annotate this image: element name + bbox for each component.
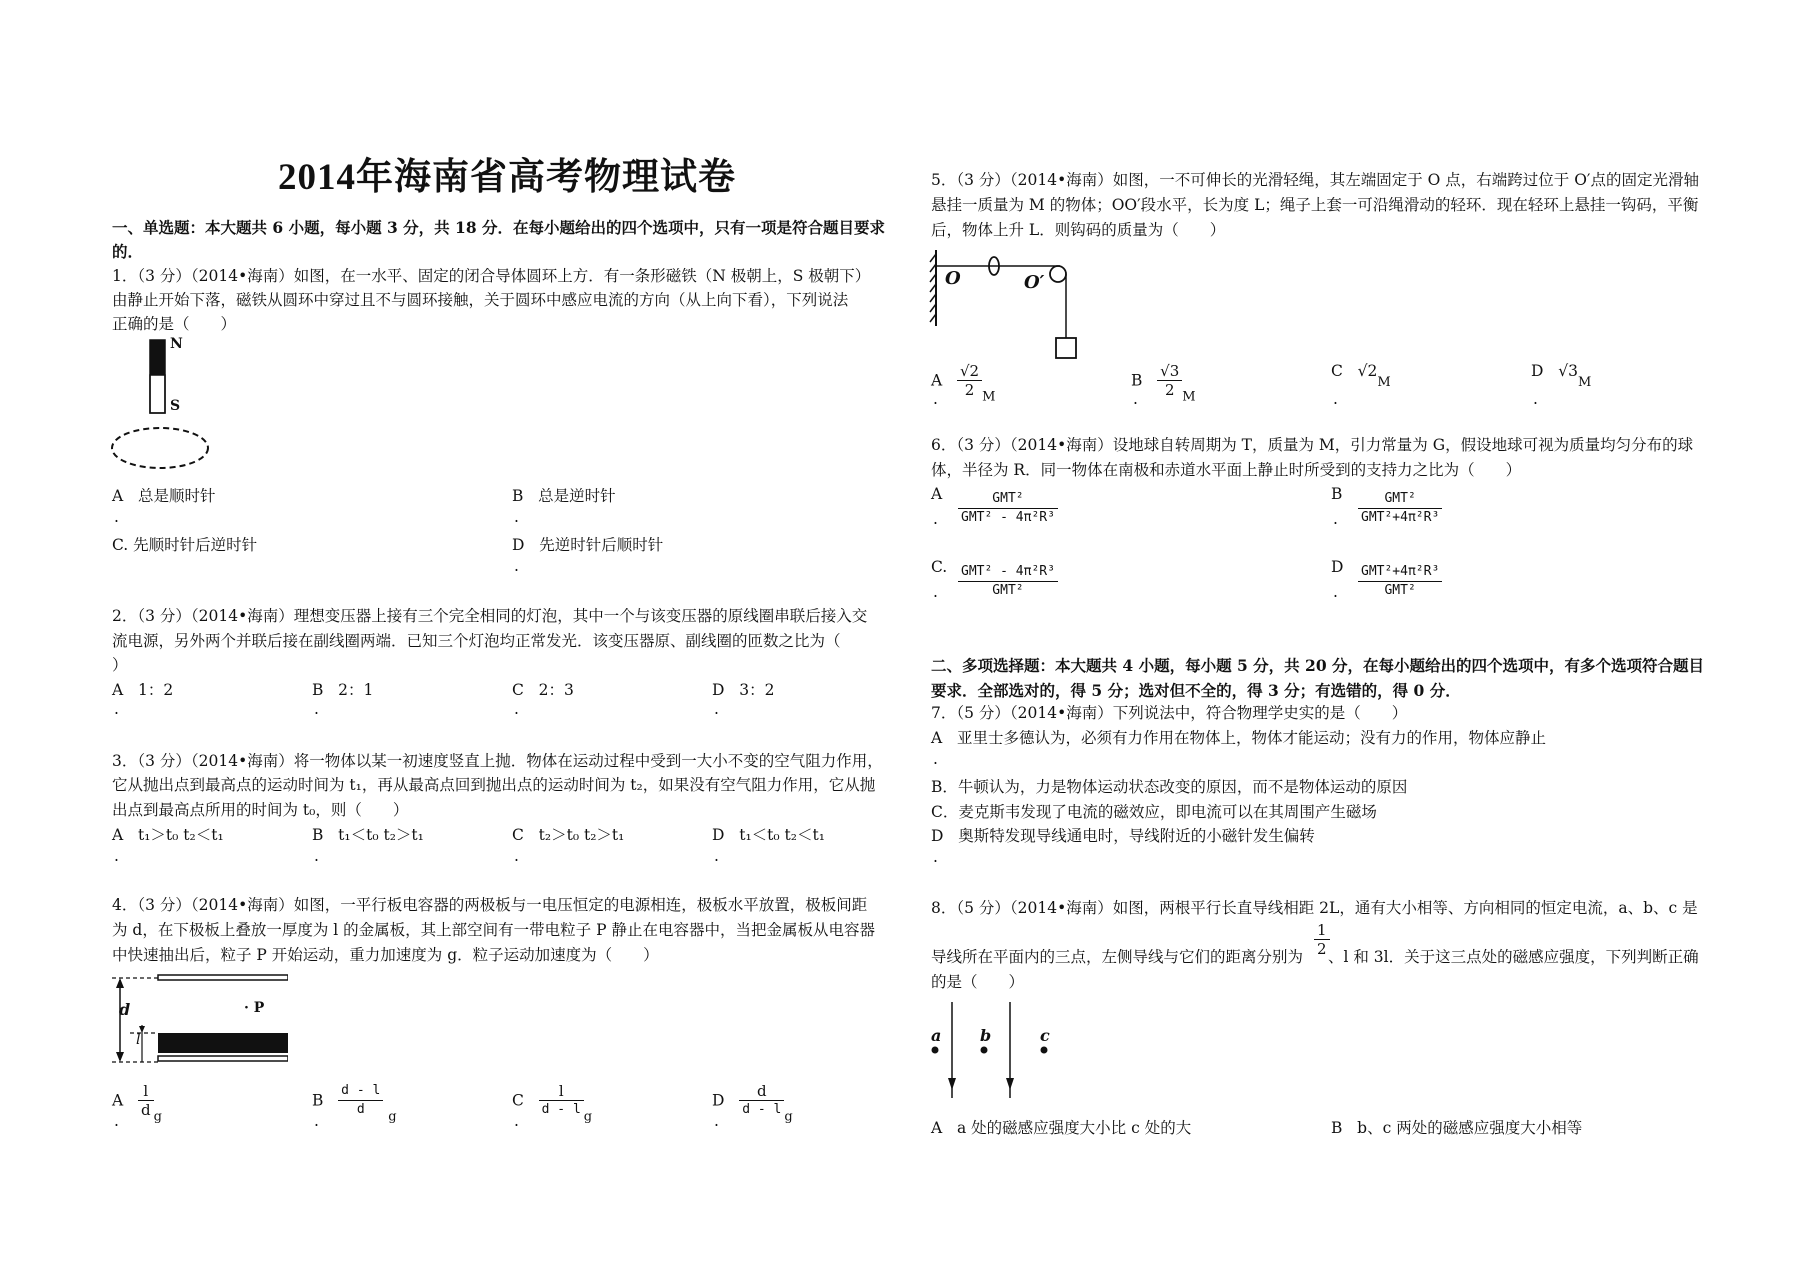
q7-option-d[interactable]: D 奥斯特发现导线通电时，导线附近的小磁针发生偏转 xyxy=(931,827,1315,845)
q3-stem-line2: 它从抛出点到最高点的运动时间为 t₁，再从最高点回到抛出点的运动时间为 t₂，如果没有空气阻力作用，它从抛 xyxy=(112,776,876,794)
q5-dot-c: . xyxy=(1333,390,1338,408)
q8-label-a: a xyxy=(931,1026,942,1045)
q4-option-d[interactable]: D $\frac{d}{d - l}$ $_g$ xyxy=(712,1082,793,1125)
q3-option-d[interactable]: D t₁＜t₀ t₂＜t₁ xyxy=(712,826,825,844)
q5-option-d[interactable]: D $√3_M$ xyxy=(1531,362,1592,390)
q3-option-c[interactable]: C t₂＞t₀ t₂＞t₁ xyxy=(512,826,625,844)
page-title: 2014年海南省高考物理试卷 xyxy=(278,157,736,198)
q7-option-c[interactable]: C．麦克斯韦发现了电流的磁效应，即电流可以在其周围产生磁场 xyxy=(931,803,1377,821)
section1-heading-line1: 一、单选题：本大题共 6 小题，每小题 3 分，共 18 分．在每小题给出的四个选项中，只有一项是符合题目要求 xyxy=(112,218,886,237)
q2-dot-c: . xyxy=(514,700,519,718)
q1-option-c[interactable]: C. 先顺时针后逆时针 xyxy=(112,536,258,554)
q8-stem-line2: 导线所在平面内的三点，左侧导线与它们的距离分别为 xyxy=(931,948,1304,966)
q4-stem-line3: 中快速抽出后，粒子 P 开始运动，重力加速度为 g．粒子运动加速度为（ ） xyxy=(112,946,659,964)
q8-wires-figure xyxy=(928,998,1058,1108)
q4-label-l: l xyxy=(136,1032,141,1048)
q6-dot-c: . xyxy=(933,583,938,601)
q5-option-a-fraction: $\frac{√2}{2}$ xyxy=(957,362,982,399)
q6-option-c-fraction[interactable]: $\frac{\text{GMT² - 4π²R³}}{\text{GMT²}}$ xyxy=(958,563,1058,600)
q5-option-b-fraction: $\frac{√3}{2}$ xyxy=(1157,362,1182,399)
q6-stem-line2: 体，半径为 R．同一物体在南极和赤道水平面上静止时所受到的支持力之比为（ ） xyxy=(931,461,1522,479)
q6-option-b-letter[interactable]: B xyxy=(1331,485,1343,503)
q1-option-d-dot: . xyxy=(514,557,519,575)
q8-stem-line1: 8．（5 分）（2014•海南）如图，两根平行长直导线相距 2L，通有大小相等、方向相同的恒定电流，a、b、c 是 xyxy=(931,899,1698,917)
q3-dot-b: . xyxy=(314,847,319,865)
q8-option-a[interactable]: A a 处的磁感应强度大小比 c 处的大 xyxy=(931,1119,1192,1137)
q7-dot-d: . xyxy=(933,848,938,866)
q2-option-a[interactable]: A 1：2 xyxy=(112,681,174,699)
q3-option-a[interactable]: A t₁＞t₀ t₂＜t₁ xyxy=(112,826,224,844)
q4-option-a-fraction: $\frac{l}{d}$ xyxy=(138,1082,154,1119)
q7-dot-a: . xyxy=(933,750,938,768)
q3-dot-c: . xyxy=(514,847,519,865)
section2-heading-line1: 二、多项选择题：本大题共 4 小题，每小题 5 分，共 20 分，在每小题给出的四个选项中，有多个选项符合题目 xyxy=(931,656,1705,675)
q1-stem-line1: 1．（3 分）（2014•海南）如图，在一水平、固定的闭合导体圆环上方．有一条形磁铁（N 极朝上，S 极朝下） xyxy=(112,267,871,285)
q1-option-a[interactable]: A 总是顺时针 xyxy=(112,487,216,505)
q8-stem-line3: 的是（ ） xyxy=(931,973,1025,991)
q6-dot-b: . xyxy=(1333,510,1338,528)
q5-option-a[interactable]: A $\frac{√2}{2}$ $_M$ xyxy=(931,362,996,405)
q6-option-d-fraction[interactable]: $\frac{\text{GMT²+4π²R³}}{\text{GMT²}}$ xyxy=(1358,563,1442,600)
q2-stem-line1: 2．（3 分）（2014•海南）理想变压器上接有三个完全相同的灯泡，其中一个与该变压器的原线圈串联后接入交 xyxy=(112,607,868,625)
q4-option-d-fraction: $\frac{d}{d - l}$ xyxy=(739,1082,784,1119)
q3-dot-d: . xyxy=(714,847,719,865)
q2-stem-line2: 流电源，另外两个并联后接在副线圈两端．已知三个灯泡均正常发光．该变压器原、副线圈的匝数之比为（ xyxy=(112,632,841,650)
q5-dot-a: . xyxy=(933,390,938,408)
q1-option-a-dot: . xyxy=(114,508,119,526)
q2-option-c[interactable]: C 2：3 xyxy=(512,681,574,699)
q1-magnet-figure xyxy=(108,336,218,471)
q5-option-b[interactable]: B $\frac{√3}{2}$ $_M$ xyxy=(1131,362,1196,405)
q1-option-b-dot: . xyxy=(514,508,519,526)
q1-stem-line3: 正确的是（ ） xyxy=(112,315,237,333)
q8-stem-line2b: 、l 和 3l．关于这三点处的磁感应强度，下列判断正确 xyxy=(1328,948,1699,966)
q4-option-b-fraction: $\frac{d - l}{d}$ xyxy=(338,1082,383,1119)
q6-dot-d: . xyxy=(1333,583,1338,601)
q4-dot-d: . xyxy=(714,1112,719,1130)
q5-stem-line3: 后，物体上升 L．则钩码的质量为（ ） xyxy=(931,221,1226,239)
q8-label-b: b xyxy=(980,1026,992,1045)
q4-dot-b: . xyxy=(314,1112,319,1130)
q2-dot-a: . xyxy=(114,700,119,718)
q5-dot-d: . xyxy=(1533,390,1538,408)
q4-option-c[interactable]: C $\frac{l}{d - l}$ $_g$ xyxy=(512,1082,593,1125)
q4-stem-line1: 4．（3 分）（2014•海南）如图，一平行板电容器的两极板与一电压恒定的电源相连，极板水平放置，极板间距 xyxy=(112,896,868,914)
q4-option-c-fraction: $\frac{l}{d - l}$ xyxy=(539,1082,584,1119)
q2-stem-line3: ） xyxy=(112,656,128,674)
q3-dot-a: . xyxy=(114,847,119,865)
q6-stem-line1: 6．（3 分）（2014•海南）设地球自转周期为 T，质量为 M，引力常量为 G，假设地球可视为质量均匀分布的球 xyxy=(931,436,1694,454)
q1-label-n: N xyxy=(170,336,183,352)
q4-dot-a: . xyxy=(114,1112,119,1130)
q4-option-a[interactable]: A $\frac{l}{d}$ $_g$ xyxy=(112,1082,162,1125)
section1-heading-line2: 的． xyxy=(112,242,144,261)
q6-option-a-letter[interactable]: A xyxy=(931,485,943,503)
q4-label-d: d xyxy=(119,1000,131,1019)
q6-option-a-fraction[interactable]: $\frac{\text{GMT²}}{\text{GMT² - 4π²R³}}$ xyxy=(958,490,1058,527)
q5-option-c[interactable]: C $√2_M$ xyxy=(1331,362,1391,390)
q6-option-b-fraction[interactable]: $\frac{\text{GMT²}}{\text{GMT²+4π²R³}}$ xyxy=(1358,490,1442,527)
q4-option-b[interactable]: B $\frac{d - l}{d}$ $_g$ xyxy=(312,1083,397,1125)
q6-option-c-letter[interactable]: C. xyxy=(931,558,948,576)
q5-stem-line2: 悬挂一质量为 M 的物体；OO′段水平，长为度 L；绳子上套一可沿绳滑动的轻环．现在轻环上悬挂一钩码，平衡 xyxy=(931,196,1699,214)
q7-stem: 7．（5 分）（2014•海南）下列说法中，符合物理学史实的是（ ） xyxy=(931,704,1408,722)
q2-option-d[interactable]: D 3：2 xyxy=(712,681,775,699)
q5-label-o: O xyxy=(945,268,961,289)
q2-dot-b: . xyxy=(314,700,319,718)
q5-dot-b: . xyxy=(1133,390,1138,408)
q1-label-s: S xyxy=(170,398,181,414)
q4-label-p: · P xyxy=(244,1000,265,1016)
q4-dot-c: . xyxy=(514,1112,519,1130)
section2-heading-line2: 要求．全部选对的，得 5 分；选对但不全的，得 3 分；有选错的，得 0 分． xyxy=(931,681,1461,700)
q6-option-d-letter[interactable]: D xyxy=(1331,558,1344,576)
q8-fraction-half: $\frac{1}{2}$ xyxy=(1314,921,1330,958)
q1-stem-line2: 由静止开始下落，磁铁从圆环中穿过且不与圆环接触，关于圆环中感应电流的方向（从上向下看），下列说法 xyxy=(112,291,849,309)
q2-option-b[interactable]: B 2：1 xyxy=(312,681,374,699)
q2-dot-d: . xyxy=(714,700,719,718)
q7-option-b[interactable]: B．牛顿认为，力是物体运动状态改变的原因，而不是物体运动的原因 xyxy=(931,778,1408,796)
q5-stem-line1: 5．（3 分）（2014•海南）如图，一不可伸长的光滑轻绳，其左端固定于 O 点，右端跨过位于 O′点的固定光滑轴 xyxy=(931,171,1699,189)
q3-option-b[interactable]: B t₁＜t₀ t₂＞t₁ xyxy=(312,826,424,844)
q6-dot-a: . xyxy=(933,510,938,528)
q1-option-d[interactable]: D 先逆时针后顺时针 xyxy=(512,536,664,554)
q3-stem-line1: 3．（3 分）（2014•海南）将一物体以某一初速度竖直上抛．物体在运动过程中受到一大小不变的空气阻力作用， xyxy=(112,752,883,770)
q4-capacitor-figure xyxy=(108,970,288,1070)
q4-stem-line2: 为 d，在下极板上叠放一厚度为 l 的金属板，其上部空间有一带电粒子 P 静止在电容器中，当把金属板从电容器 xyxy=(112,921,875,939)
q8-label-c: c xyxy=(1040,1026,1050,1045)
q7-option-a[interactable]: A 亚里士多德认为，必须有力作用在物体上，物体才能运动；没有力的作用，物体应静止 xyxy=(931,729,1546,747)
q3-stem-line3: 出点到最高点所用的时间为 t₀，则（ ） xyxy=(112,801,409,819)
q5-label-o-prime: O′ xyxy=(1024,272,1045,293)
q5-pulley-figure xyxy=(928,246,1078,361)
q1-option-b[interactable]: B 总是逆时针 xyxy=(512,487,616,505)
q8-option-b[interactable]: B b、c 两处的磁感应强度大小相等 xyxy=(1331,1119,1583,1137)
